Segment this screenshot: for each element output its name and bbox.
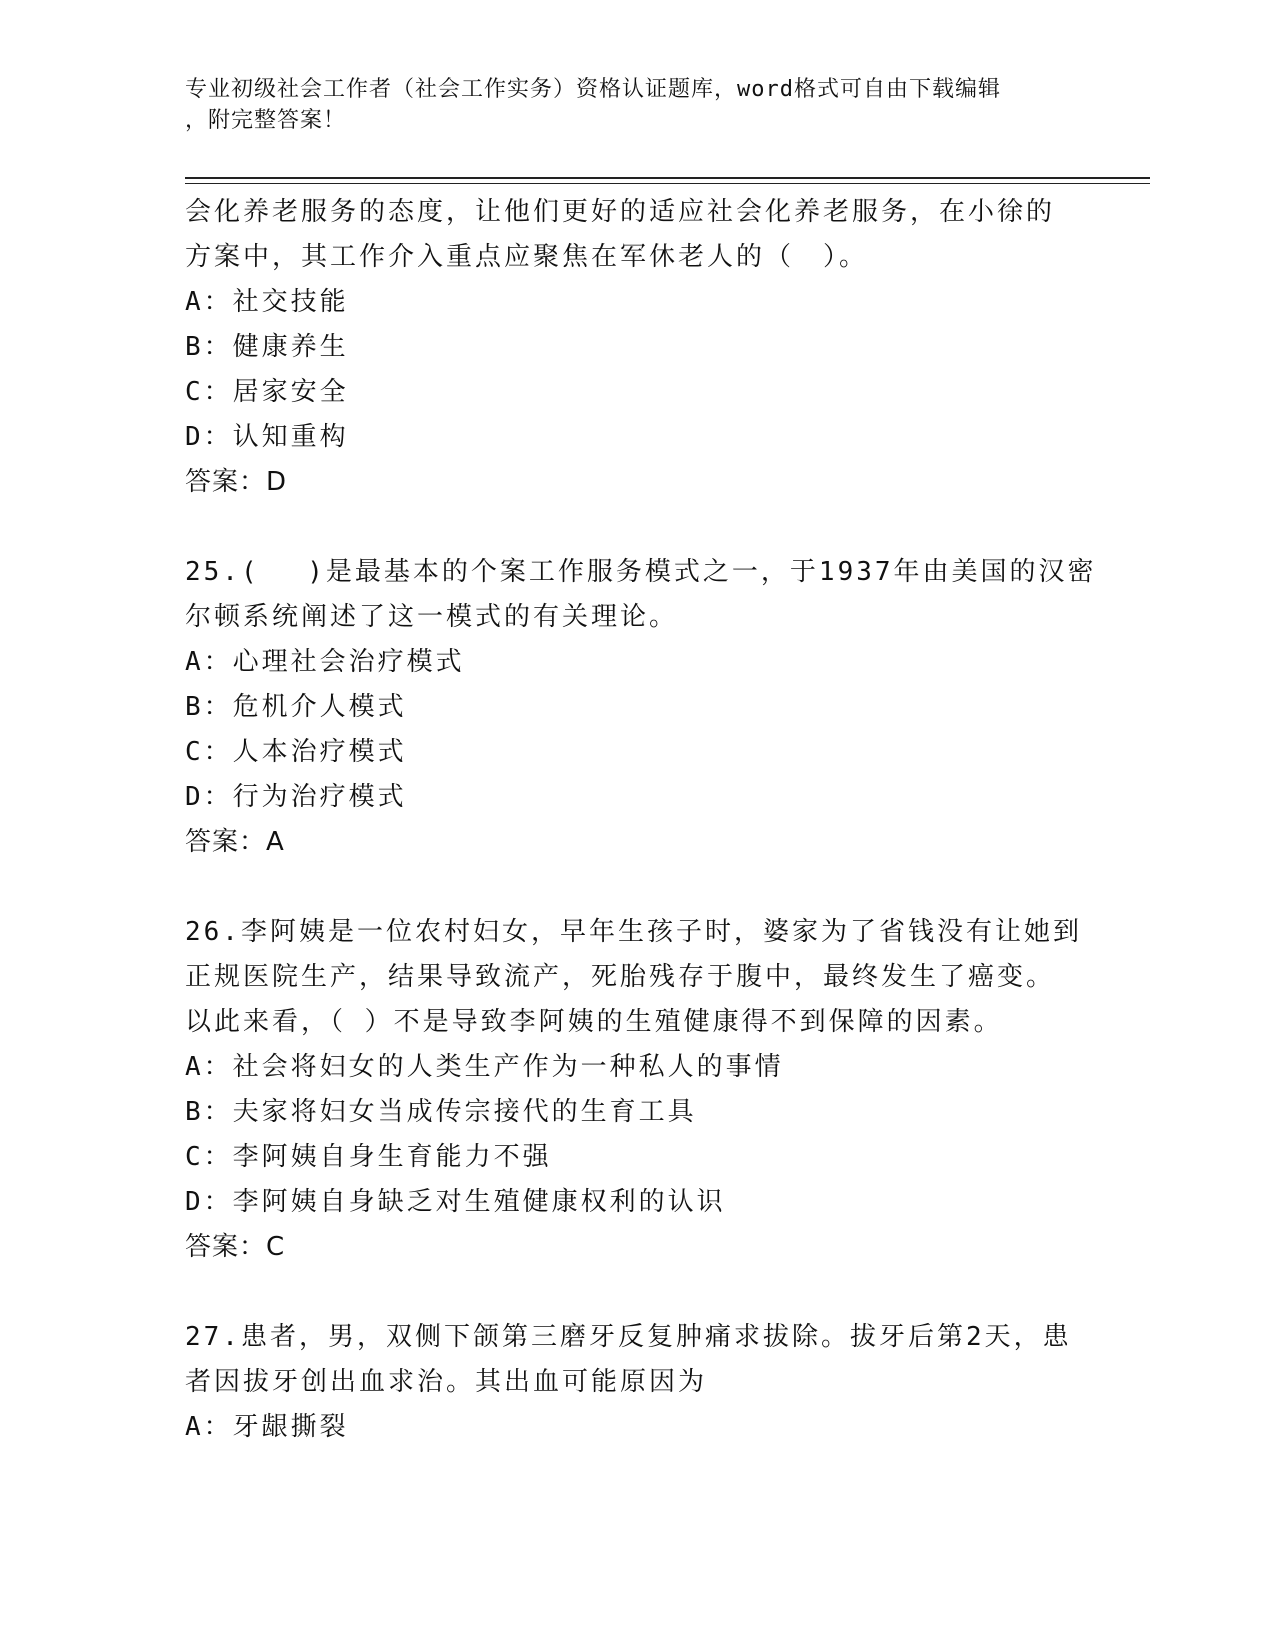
option-a: A：牙龈撕裂 [185,1412,349,1442]
header-line-1: 专业初级社会工作者（社会工作实务）资格认证题库，word格式可自由下载编辑 [185,77,1001,102]
question-spacer [185,1270,1085,1315]
header-line-2: ，附完整答案！ [185,108,347,133]
header-divider-thick [185,177,1150,179]
option-d: D：行为治疗模式 [185,782,407,812]
answer-line: 答案：A [185,827,285,857]
option-a: A：社交技能 [185,287,349,317]
option-c: C：人本治疗模式 [185,737,407,767]
question-25 [185,550,1097,865]
question-stem-line: 者因拔牙创出血求治。其出血可能原因为 [185,1367,708,1397]
option-d: D：李阿姨自身缺乏对生殖健康权利的认识 [185,1187,726,1217]
option-c: C：李阿姨自身生育能力不强 [185,1142,552,1172]
option-a: A：社会将妇女的人类生产作为一种私人的事情 [185,1052,784,1082]
question-stem-line: 25.( )是最基本的个案工作服务模式之一，于1937年由美国的汉密 [185,557,1097,587]
option-c: C：居家安全 [185,377,349,407]
option-d: D：认知重构 [185,422,349,452]
answer-line: 答案：D [185,467,288,497]
question-stem-line: 正规医院生产，结果导致流产，死胎残存于腹中，最终发生了癌变。 [185,962,1056,992]
question-stem-line: 27.患者，男，双侧下颌第三磨牙反复肿痛求拔除。拔牙后第2天，患 [185,1322,1072,1352]
question-24 [185,190,1085,505]
question-stem-line: 方案中，其工作介入重点应聚焦在军休老人的（ ）。 [185,242,869,272]
option-a: A：心理社会治疗模式 [185,647,465,677]
answer-line: 答案：C [185,1232,286,1262]
question-spacer [185,505,1085,550]
question-stem-line: 尔顿系统阐述了这一模式的有关理论。 [185,602,679,632]
question-26 [185,910,1085,1270]
question-stem-line: 会化养老服务的态度，让他们更好的适应社会化养老服务，在小徐的 [185,197,1056,227]
question-stem-line: 26.李阿姨是一位农村妇女，早年生孩子时，婆家为了省钱没有让她到 [185,917,1082,947]
header-divider-thin [185,183,1150,184]
option-b: B：危机介人模式 [185,692,407,722]
option-b: B：夫家将妇女当成传宗接代的生育工具 [185,1097,697,1127]
question-stem-line: 以此来看，（ ）不是导致李阿姨的生殖健康得不到保障的因素。 [185,1007,1003,1037]
question-27 [185,1315,1085,1450]
document-header [185,74,1065,136]
option-b: B：健康养生 [185,332,349,362]
question-spacer [185,865,1085,910]
question-content [185,190,1097,1450]
